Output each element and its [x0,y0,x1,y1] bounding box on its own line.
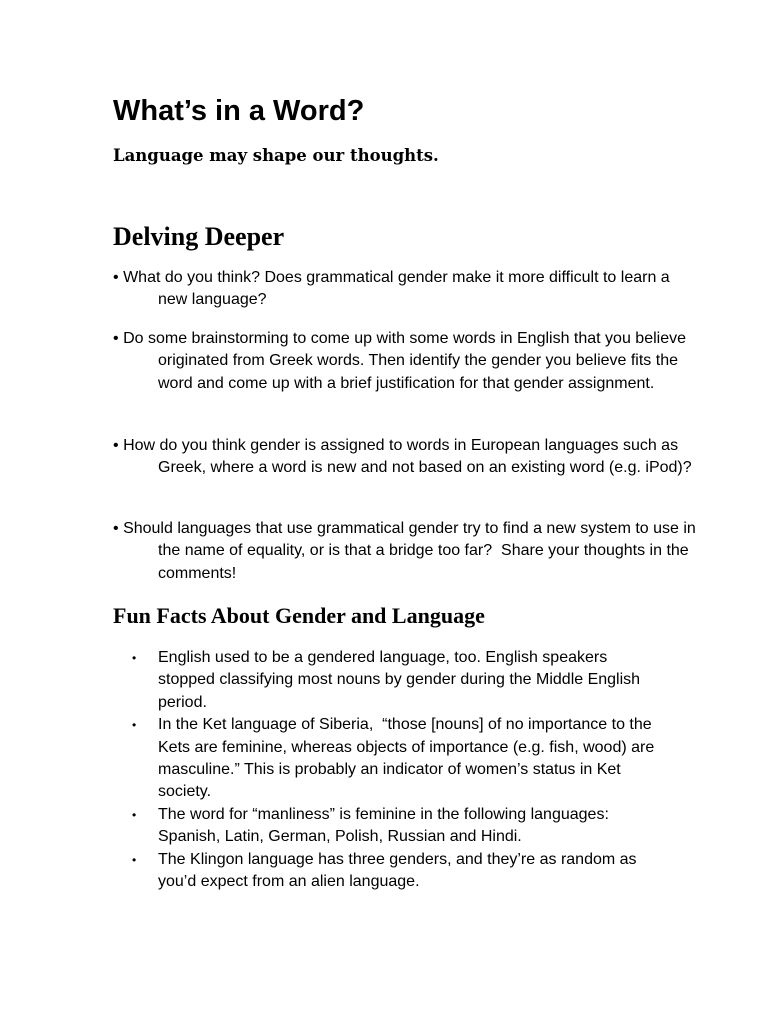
list-item [113,804,658,849]
bullet-icon: • [132,852,137,867]
page-title: What’s in a Word? [113,95,365,127]
question-item [113,328,703,395]
question-item [113,435,703,480]
bullet-icon: • [113,330,119,347]
question-text: How do you think gender is assigned to words in European languages such as Greek, where a word is new and not based on an existing word (e.g. iPod)? [123,437,692,477]
question-text: Should languages that use grammatical gender try to find a new system to use in the name of equality, or is that a bridge too far? Share your thoughts in the comments! [123,520,696,582]
bullet-icon: • [113,520,119,537]
bullet-icon: • [113,437,119,454]
fact-text: In the Ket language of Siberia, “those [nouns] of no importance to the Kets are feminine, whereas objects of importance (e.g. fish, wood) are masculine.” This is probably an indicator of women’s status in Ket society. [158,716,655,801]
question-item [113,267,703,312]
list-item [113,714,658,804]
fact-text: English used to be a gendered language, too. English speakers stopped classifying most nouns by gender during the Middle English period. [158,649,641,711]
question-text: Do some brainstorming to come up with some words in English that you believe originated from Greek words. Then identify the gender you believe fits the word and come up with a brief justification for that gender assignment. [123,330,686,392]
question-item [113,518,703,585]
page-subtitle: Language may shape our thoughts. [113,146,439,165]
bullet-icon: • [132,807,137,822]
section-heading-fun-facts: Fun Facts About Gender and Language [113,603,485,628]
fact-text: The word for “manliness” is feminine in the following languages: Spanish, Latin, German, Polish, Russian and Hindi. [158,805,609,846]
bullet-icon: • [132,718,137,733]
bullet-icon: • [113,269,119,286]
bullet-icon: • [132,651,137,665]
section-heading-delving-deeper: Delving Deeper [113,222,285,251]
fact-text: The Klingon language has three genders, and they’re as random as you’d expect from an alien language. [158,850,637,891]
list-item [113,849,658,894]
question-text: What do you think? Does grammatical gender make it more difficult to learn a new language? [123,269,670,309]
list-item [113,647,658,714]
fun-facts-list [113,647,658,893]
